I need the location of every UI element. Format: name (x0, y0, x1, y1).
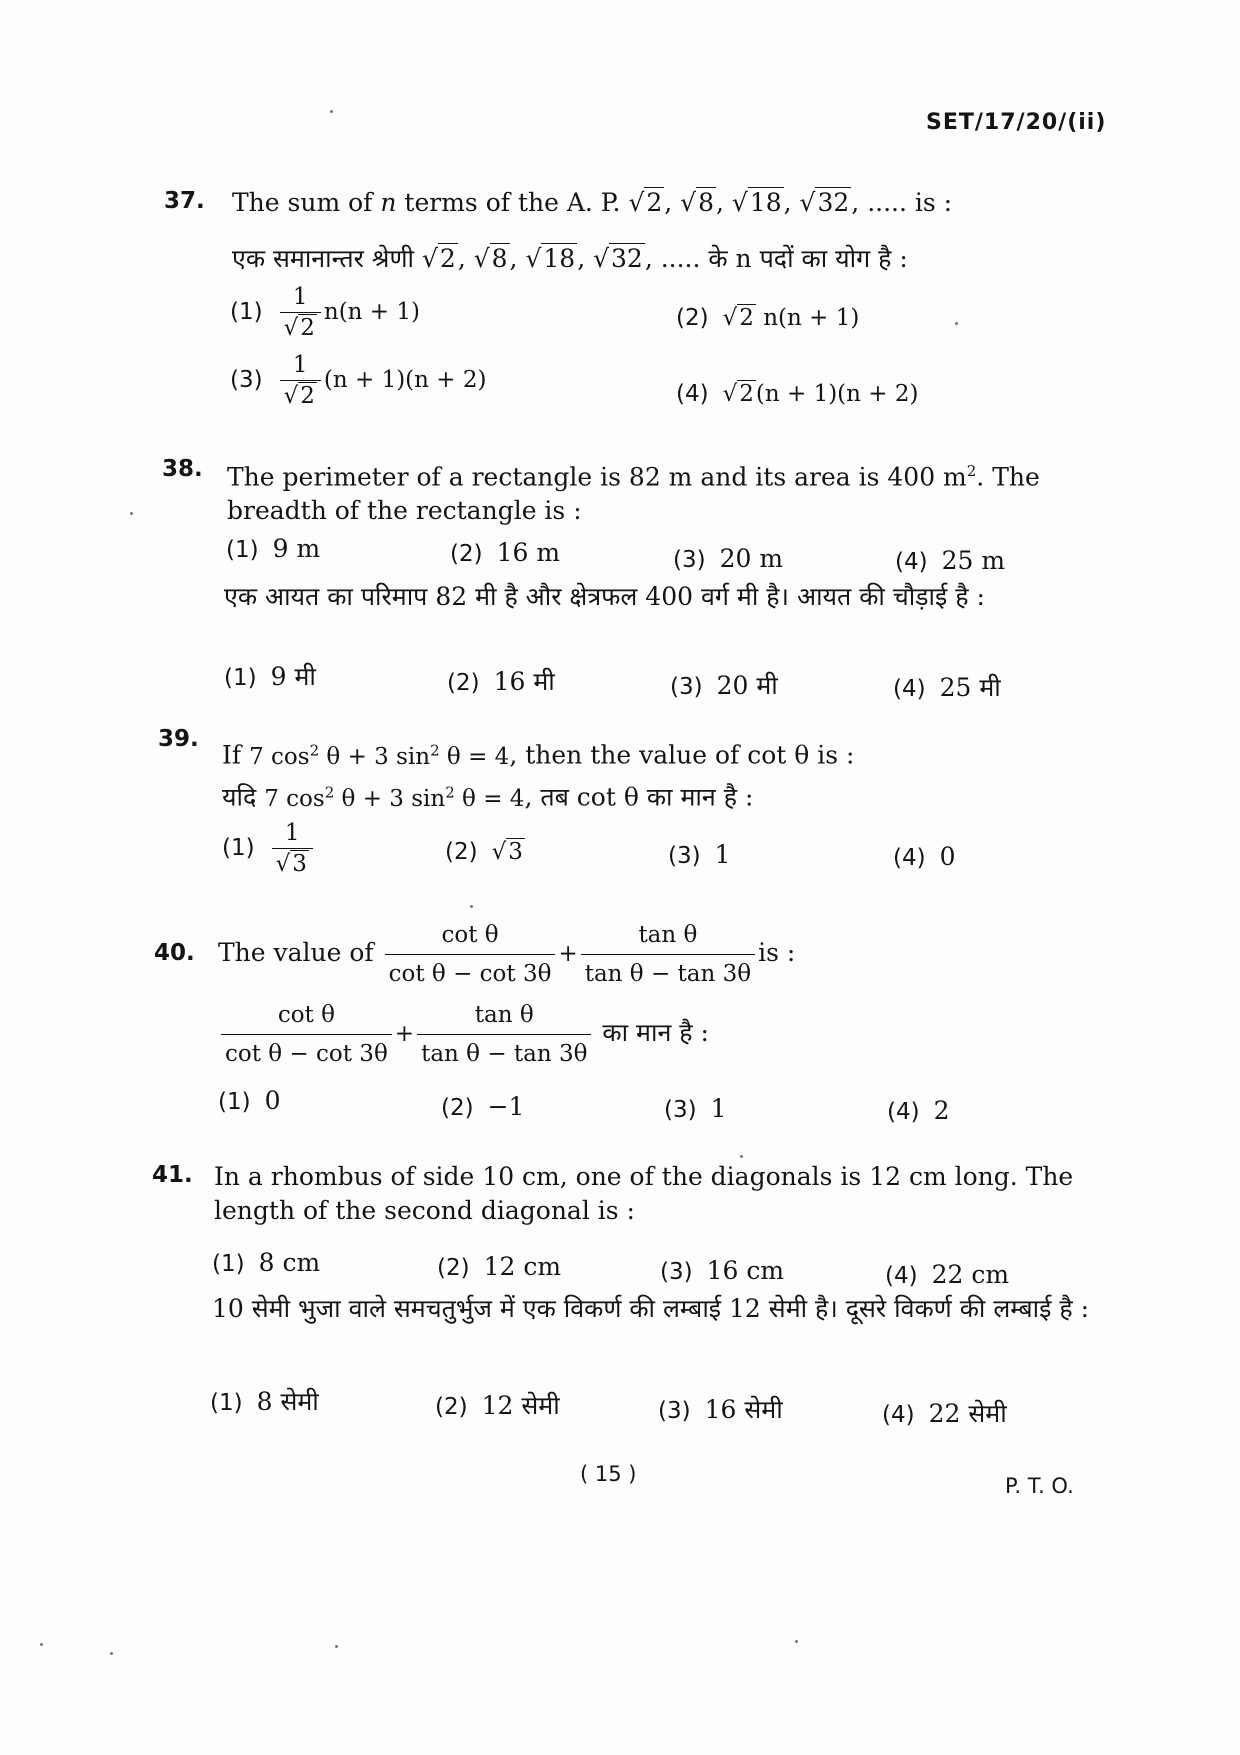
option-3: (3) 20 मी (670, 671, 778, 700)
question-text-en: If 7 $\cos^2 \theta + 3$ $\sin^2 \theta = 4$, then the value of cot θ is : (222, 740, 855, 770)
option-2: (2) 12 cm (437, 1252, 562, 1281)
speck (955, 322, 958, 325)
page-number: ( 15 ) (580, 1462, 637, 1486)
question-text-hi: एक समानान्तर श्रेणी √2, √8, √18, √32, ..... के n पदों का योग है : (232, 244, 908, 273)
speck (330, 110, 333, 113)
option-3: (3) 16 cm (660, 1256, 785, 1285)
question-text-en: The sum of n terms of the A. P. √2, √8, √18, √32, ..... is : (232, 188, 953, 217)
option-3: (3) 16 सेमी (658, 1395, 783, 1424)
option-4: (4) 22 cm (885, 1260, 1010, 1289)
pto-label: P. T. O. (1005, 1474, 1074, 1498)
option-2: (2) −1 (441, 1092, 525, 1121)
question-text-hi: यदि 7 $\cos^2 \theta + 3$ $\sin^2 \theta = 4$, तब cot θ का मान है : (222, 782, 754, 812)
option-1: (1) $\frac{1}{√2}$ n(n + 1) (230, 284, 420, 341)
question-number: 37. (164, 188, 205, 214)
option-4: (4) 22 सेमी (882, 1399, 1007, 1428)
speck (130, 512, 133, 515)
option-4: (4) 25 मी (893, 673, 1001, 702)
option-1: (1) 8 सेमी (210, 1387, 319, 1416)
question-number: 41. (152, 1162, 193, 1188)
option-2: (2) √3 (445, 839, 523, 865)
question-text-hi: 10 सेमी भुजा वाले समचतुर्भुज में एक विकर्ण की लम्बाई 12 सेमी है। दूसरे विकर्ण की लम्बाई है : (212, 1294, 1090, 1323)
speck (110, 1652, 113, 1655)
option-1: (1) $\frac{1}{√3}$ (222, 820, 316, 877)
option-1: (1) 9 मी (224, 662, 316, 691)
option-3: (3) 1 (668, 840, 731, 869)
option-3: (3) 1 (664, 1094, 727, 1123)
option-1: (1) 9 m (226, 534, 321, 563)
speck (335, 1645, 338, 1648)
question-number: 38. (162, 456, 203, 482)
option-3: (3) 20 m (673, 544, 784, 573)
question-text-en: The perimeter of a rectangle is 82 m and its area is 400 $m^2$. The breadth of the rectangle is : (227, 462, 1040, 526)
option-4: (4) 2 (887, 1096, 950, 1125)
option-2: (2) 16 मी (447, 667, 555, 696)
question-text-en: In a rhombus of side 10 cm, one of the diagonals is 12 cm long. The length of the second diagonal is : (214, 1162, 1074, 1225)
option-1: (1) 0 (218, 1086, 281, 1115)
speck (40, 1643, 43, 1646)
question-number: 39. (158, 726, 199, 752)
option-4: (4) √2(n + 1)(n + 2) (676, 381, 919, 407)
question-text-hi: $\frac{\text{cot θ}}{\text{cot θ − cot 3θ}}$ + $\frac{\text{tan θ}}{\text{tan θ − tan 3θ}}$ का मान है : (218, 998, 709, 1071)
speck (740, 1155, 743, 1158)
option-1: (1) 8 cm (212, 1248, 321, 1277)
speck (470, 905, 473, 908)
option-2: (2) √2 n(n + 1) (676, 305, 860, 331)
question-text-hi: एक आयत का परिमाप 82 मी है और क्षेत्रफल 400 वर्ग मी है। आयत की चौड़ाई है : (224, 582, 985, 611)
option-4: (4) 25 m (895, 546, 1006, 575)
option-2: (2) 16 m (450, 538, 561, 567)
question-number: 40. (154, 940, 195, 966)
question-text-en: The value of $\frac{\text{cot θ}}{\text{cot θ − cot 3θ}}$ + $\frac{\text{tan θ}}{\text{tan θ − tan 3θ}}$ is : (218, 918, 795, 991)
option-2: (2) 12 सेमी (435, 1391, 560, 1420)
option-4: (4) 0 (893, 842, 956, 871)
set-code: SET/17/20/(ii) (926, 110, 1107, 135)
speck (795, 1640, 798, 1643)
option-3: (3) $\frac{1}{√2}$ (n + 1)(n + 2) (230, 352, 487, 409)
